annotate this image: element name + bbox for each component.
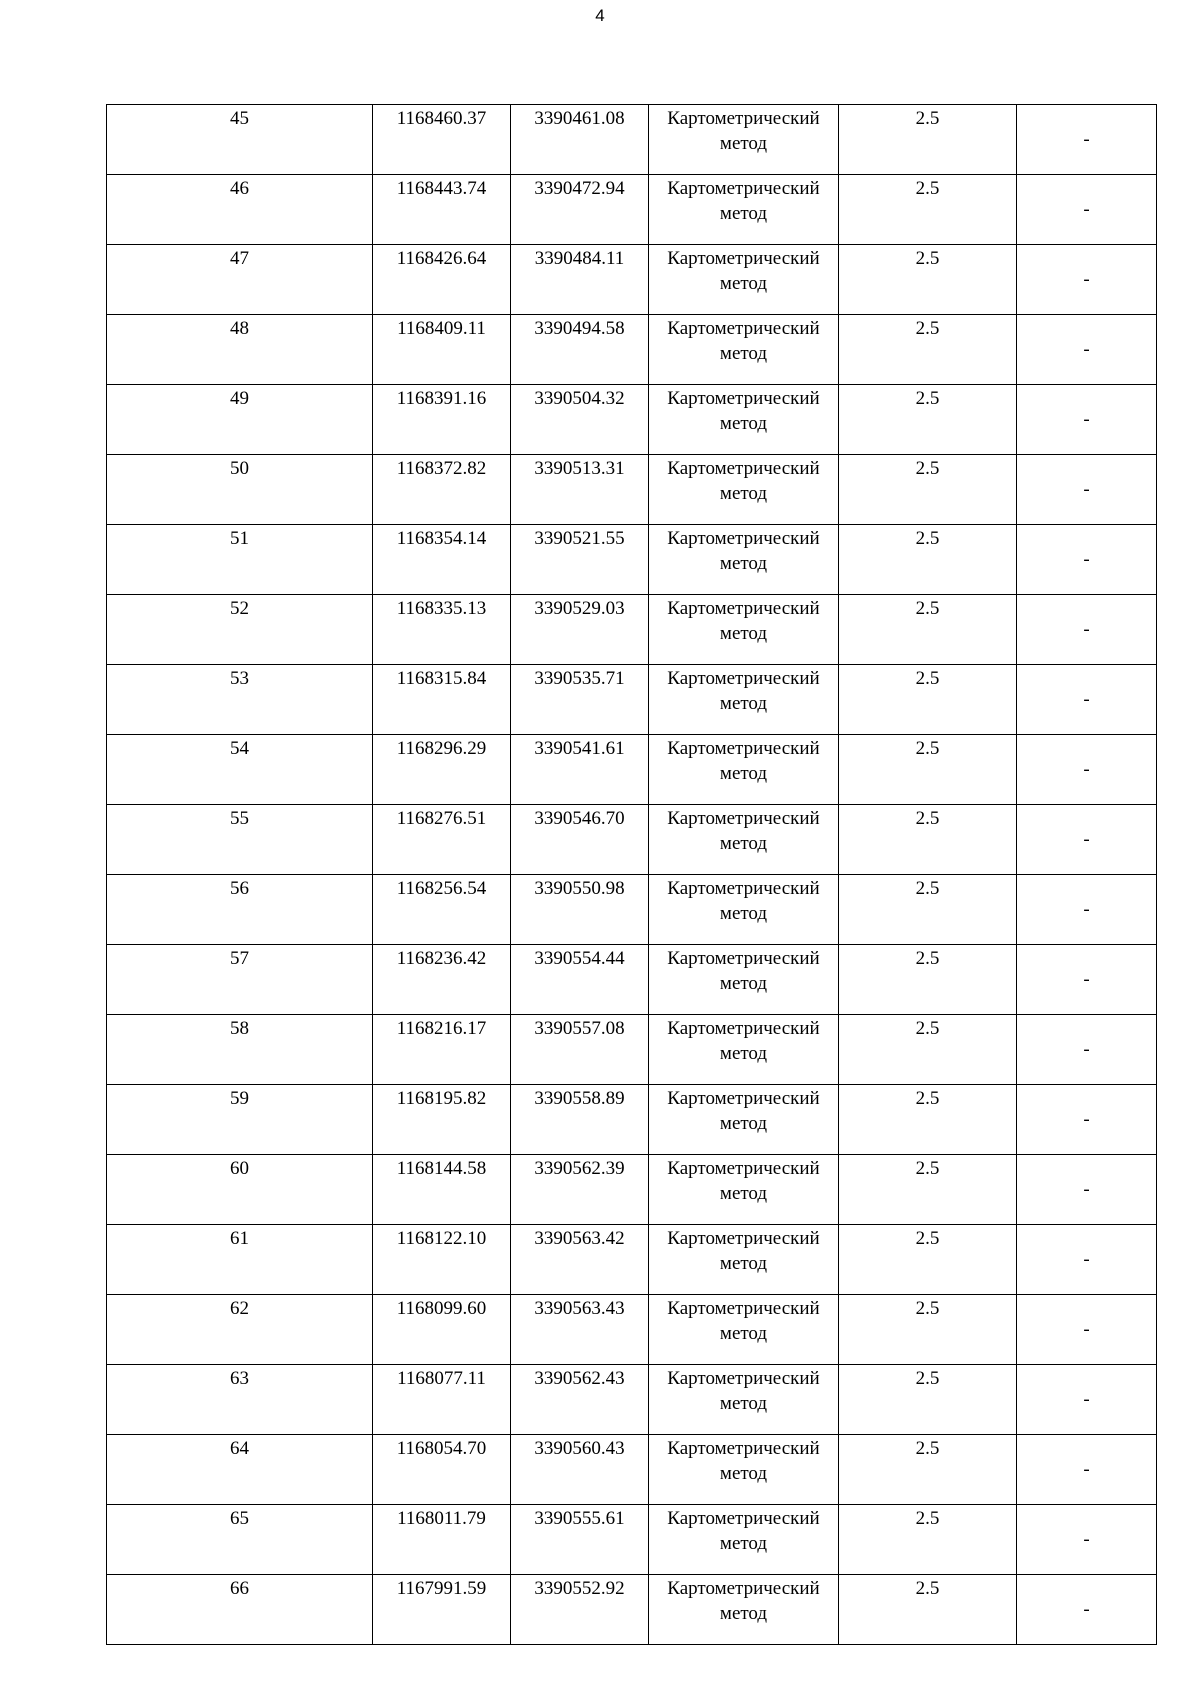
y-coordinate-cell: 3390560.43 (511, 1435, 649, 1505)
method-cell (649, 315, 839, 385)
accuracy-cell: 2.5 (839, 735, 1017, 805)
table-row (107, 945, 1157, 1015)
method-line-1: Картометрический (667, 1298, 820, 1319)
point-number-cell: 51 (107, 525, 373, 595)
x-coordinate-cell: 1168443.74 (373, 175, 511, 245)
table-row (107, 1505, 1157, 1575)
method-line-2: метод (719, 903, 768, 924)
method-cell (649, 1505, 839, 1575)
method-line-1: Картометрический (667, 388, 820, 409)
x-coordinate-cell: 1168077.11 (373, 1365, 511, 1435)
method-line-2: метод (719, 973, 768, 994)
table-row (107, 1225, 1157, 1295)
y-coordinate-cell: 3390563.43 (511, 1295, 649, 1365)
y-coordinate-cell: 3390563.42 (511, 1225, 649, 1295)
accuracy-cell: 2.5 (839, 1015, 1017, 1085)
method-cell (649, 1155, 839, 1225)
method-line-2: метод (719, 343, 768, 364)
method-line-1: Картометрический (667, 598, 820, 619)
table-row (107, 1085, 1157, 1155)
method-line-2: метод (719, 203, 768, 224)
accuracy-cell: 2.5 (839, 455, 1017, 525)
method-cell (649, 455, 839, 525)
table-row (107, 595, 1157, 665)
point-number-cell: 56 (107, 875, 373, 945)
accuracy-cell: 2.5 (839, 945, 1017, 1015)
x-coordinate-cell: 1168195.82 (373, 1085, 511, 1155)
table-row (107, 1295, 1157, 1365)
accuracy-cell: 2.5 (839, 1295, 1017, 1365)
note-cell: - (1017, 1295, 1157, 1365)
method-cell (649, 1015, 839, 1085)
y-coordinate-cell: 3390552.92 (511, 1575, 649, 1645)
x-coordinate-cell: 1168122.10 (373, 1225, 511, 1295)
method-line-1: Картометрический (667, 1018, 820, 1039)
table-row (107, 805, 1157, 875)
method-line-1: Картометрический (667, 248, 820, 269)
y-coordinate-cell: 3390461.08 (511, 105, 649, 175)
table-row (107, 455, 1157, 525)
method-cell (649, 805, 839, 875)
method-line-2: метод (719, 1183, 768, 1204)
table-row (107, 385, 1157, 455)
method-cell (649, 1575, 839, 1645)
x-coordinate-cell: 1168409.11 (373, 315, 511, 385)
accuracy-cell: 2.5 (839, 1225, 1017, 1295)
method-line-1: Картометрический (667, 668, 820, 689)
table-row (107, 1155, 1157, 1225)
note-cell: - (1017, 455, 1157, 525)
x-coordinate-cell: 1168296.29 (373, 735, 511, 805)
point-number-cell: 46 (107, 175, 373, 245)
method-line-2: метод (719, 483, 768, 504)
point-number-cell: 52 (107, 595, 373, 665)
method-cell (649, 525, 839, 595)
accuracy-cell: 2.5 (839, 105, 1017, 175)
accuracy-cell: 2.5 (839, 875, 1017, 945)
x-coordinate-cell: 1168426.64 (373, 245, 511, 315)
note-cell: - (1017, 175, 1157, 245)
method-line-2: метод (719, 1253, 768, 1274)
accuracy-cell: 2.5 (839, 1435, 1017, 1505)
y-coordinate-cell: 3390554.44 (511, 945, 649, 1015)
method-line-1: Картометрический (667, 458, 820, 479)
note-cell: - (1017, 1575, 1157, 1645)
x-coordinate-cell: 1167991.59 (373, 1575, 511, 1645)
accuracy-cell: 2.5 (839, 175, 1017, 245)
point-number-cell: 61 (107, 1225, 373, 1295)
method-line-1: Картометрический (667, 1578, 820, 1599)
point-number-cell: 59 (107, 1085, 373, 1155)
y-coordinate-cell: 3390546.70 (511, 805, 649, 875)
note-cell: - (1017, 1225, 1157, 1295)
method-line-1: Картометрический (667, 108, 820, 129)
accuracy-cell: 2.5 (839, 1365, 1017, 1435)
point-number-cell: 47 (107, 245, 373, 315)
table-row (107, 735, 1157, 805)
y-coordinate-cell: 3390535.71 (511, 665, 649, 735)
point-number-cell: 66 (107, 1575, 373, 1645)
note-cell: - (1017, 105, 1157, 175)
page-number: 4 (595, 6, 605, 25)
method-line-1: Картометрический (667, 948, 820, 969)
method-line-2: метод (719, 413, 768, 434)
y-coordinate-cell: 3390521.55 (511, 525, 649, 595)
method-line-2: метод (719, 1323, 768, 1344)
y-coordinate-cell: 3390484.11 (511, 245, 649, 315)
method-cell (649, 385, 839, 455)
method-line-1: Картометрический (667, 1088, 820, 1109)
method-line-2: метод (719, 273, 768, 294)
x-coordinate-cell: 1168391.16 (373, 385, 511, 455)
coordinates-table (106, 104, 1157, 1645)
table-row (107, 315, 1157, 385)
point-number-cell: 57 (107, 945, 373, 1015)
x-coordinate-cell: 1168236.42 (373, 945, 511, 1015)
x-coordinate-cell: 1168144.58 (373, 1155, 511, 1225)
note-cell: - (1017, 385, 1157, 455)
method-cell (649, 1085, 839, 1155)
method-cell (649, 245, 839, 315)
point-number-cell: 58 (107, 1015, 373, 1085)
method-line-1: Картометрический (667, 1368, 820, 1389)
method-line-1: Картометрический (667, 528, 820, 549)
y-coordinate-cell: 3390558.89 (511, 1085, 649, 1155)
y-coordinate-cell: 3390494.58 (511, 315, 649, 385)
note-cell: - (1017, 245, 1157, 315)
method-line-2: метод (719, 1113, 768, 1134)
accuracy-cell: 2.5 (839, 665, 1017, 735)
method-cell (649, 735, 839, 805)
point-number-cell: 45 (107, 105, 373, 175)
point-number-cell: 60 (107, 1155, 373, 1225)
method-line-1: Картометрический (667, 808, 820, 829)
method-line-2: метод (719, 623, 768, 644)
method-line-1: Картометрический (667, 1438, 820, 1459)
y-coordinate-cell: 3390562.39 (511, 1155, 649, 1225)
table-row (107, 1575, 1157, 1645)
accuracy-cell: 2.5 (839, 1155, 1017, 1225)
point-number-cell: 65 (107, 1505, 373, 1575)
method-line-2: метод (719, 1043, 768, 1064)
method-line-2: метод (719, 1463, 768, 1484)
method-line-2: метод (719, 1393, 768, 1414)
note-cell: - (1017, 665, 1157, 735)
x-coordinate-cell: 1168011.79 (373, 1505, 511, 1575)
point-number-cell: 49 (107, 385, 373, 455)
table-row (107, 175, 1157, 245)
table-row (107, 245, 1157, 315)
method-line-2: метод (719, 763, 768, 784)
x-coordinate-cell: 1168460.37 (373, 105, 511, 175)
note-cell: - (1017, 875, 1157, 945)
table-row (107, 1015, 1157, 1085)
method-cell (649, 1225, 839, 1295)
note-cell: - (1017, 735, 1157, 805)
note-cell: - (1017, 1155, 1157, 1225)
note-cell: - (1017, 595, 1157, 665)
x-coordinate-cell: 1168216.17 (373, 1015, 511, 1085)
y-coordinate-cell: 3390472.94 (511, 175, 649, 245)
note-cell: - (1017, 1505, 1157, 1575)
table-row (107, 525, 1157, 595)
x-coordinate-cell: 1168372.82 (373, 455, 511, 525)
accuracy-cell: 2.5 (839, 525, 1017, 595)
accuracy-cell: 2.5 (839, 595, 1017, 665)
accuracy-cell: 2.5 (839, 315, 1017, 385)
note-cell: - (1017, 315, 1157, 385)
x-coordinate-cell: 1168099.60 (373, 1295, 511, 1365)
point-number-cell: 50 (107, 455, 373, 525)
note-cell: - (1017, 1435, 1157, 1505)
point-number-cell: 63 (107, 1365, 373, 1435)
method-cell (649, 175, 839, 245)
table-row (107, 665, 1157, 735)
accuracy-cell: 2.5 (839, 1575, 1017, 1645)
method-cell (649, 1295, 839, 1365)
y-coordinate-cell: 3390541.61 (511, 735, 649, 805)
method-cell (649, 595, 839, 665)
method-cell (649, 1435, 839, 1505)
accuracy-cell: 2.5 (839, 1505, 1017, 1575)
method-cell (649, 665, 839, 735)
method-cell (649, 1365, 839, 1435)
method-line-1: Картометрический (667, 738, 820, 759)
method-line-1: Картометрический (667, 878, 820, 899)
method-cell (649, 105, 839, 175)
accuracy-cell: 2.5 (839, 1085, 1017, 1155)
y-coordinate-cell: 3390513.31 (511, 455, 649, 525)
method-line-1: Картометрический (667, 1158, 820, 1179)
point-number-cell: 64 (107, 1435, 373, 1505)
y-coordinate-cell: 3390555.61 (511, 1505, 649, 1575)
note-cell: - (1017, 945, 1157, 1015)
note-cell: - (1017, 525, 1157, 595)
note-cell: - (1017, 805, 1157, 875)
method-line-2: метод (719, 1603, 768, 1624)
table-row (107, 1435, 1157, 1505)
method-line-1: Картометрический (667, 1508, 820, 1529)
table-row (107, 105, 1157, 175)
x-coordinate-cell: 1168276.51 (373, 805, 511, 875)
method-line-2: метод (719, 833, 768, 854)
method-line-2: метод (719, 133, 768, 154)
accuracy-cell: 2.5 (839, 245, 1017, 315)
y-coordinate-cell: 3390504.32 (511, 385, 649, 455)
method-cell (649, 875, 839, 945)
x-coordinate-cell: 1168054.70 (373, 1435, 511, 1505)
accuracy-cell: 2.5 (839, 385, 1017, 455)
note-cell: - (1017, 1365, 1157, 1435)
point-number-cell: 54 (107, 735, 373, 805)
coordinates-table-body (107, 105, 1157, 1645)
accuracy-cell: 2.5 (839, 805, 1017, 875)
y-coordinate-cell: 3390562.43 (511, 1365, 649, 1435)
point-number-cell: 48 (107, 315, 373, 385)
point-number-cell: 53 (107, 665, 373, 735)
method-line-2: метод (719, 693, 768, 714)
x-coordinate-cell: 1168315.84 (373, 665, 511, 735)
y-coordinate-cell: 3390529.03 (511, 595, 649, 665)
note-cell: - (1017, 1015, 1157, 1085)
method-line-1: Картометрический (667, 318, 820, 339)
point-number-cell: 62 (107, 1295, 373, 1365)
method-cell (649, 945, 839, 1015)
x-coordinate-cell: 1168354.14 (373, 525, 511, 595)
method-line-2: метод (719, 1533, 768, 1554)
method-line-1: Картометрический (667, 1228, 820, 1249)
x-coordinate-cell: 1168335.13 (373, 595, 511, 665)
method-line-2: метод (719, 553, 768, 574)
y-coordinate-cell: 3390557.08 (511, 1015, 649, 1085)
table-row (107, 875, 1157, 945)
method-line-1: Картометрический (667, 178, 820, 199)
note-cell: - (1017, 1085, 1157, 1155)
point-number-cell: 55 (107, 805, 373, 875)
table-row (107, 1365, 1157, 1435)
y-coordinate-cell: 3390550.98 (511, 875, 649, 945)
x-coordinate-cell: 1168256.54 (373, 875, 511, 945)
